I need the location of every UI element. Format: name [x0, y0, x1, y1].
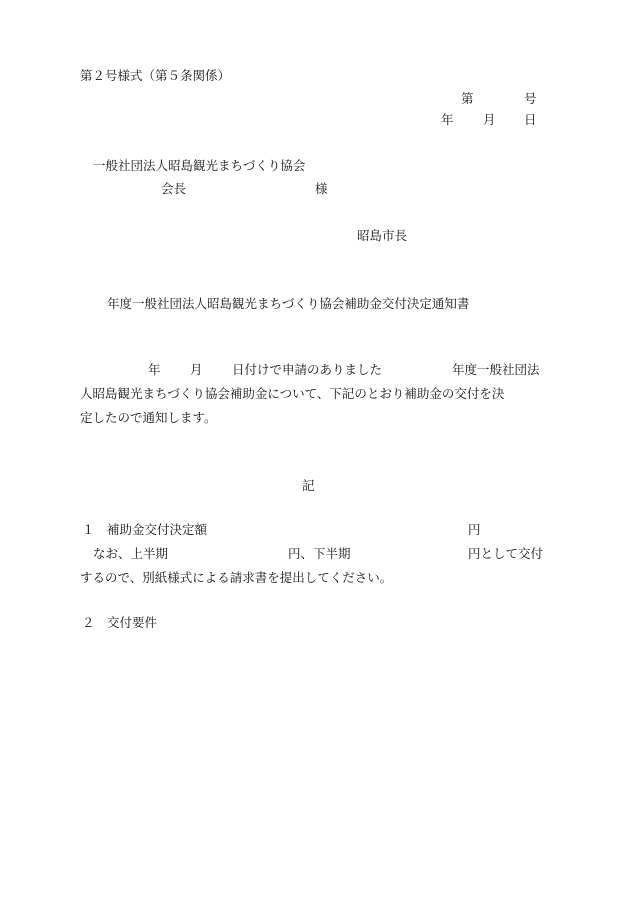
item1-note-line2: するので、別紙様式による請求書を提出してください。: [80, 570, 393, 585]
item1-note-mid: 円、下半期: [288, 546, 351, 561]
document-number-dai: 第: [461, 91, 474, 106]
body-line3: 定したので通知します。: [80, 410, 217, 425]
item1-number: １: [82, 522, 95, 537]
sender-name: 昭島市長: [357, 228, 408, 243]
body-line2: 人昭島観光まちづくり協会補助金について、下記のとおり補助金の交付を決: [80, 386, 505, 401]
body-line1-tail: 年度一般社団法: [452, 362, 540, 377]
document-number-go: 号: [524, 91, 537, 106]
item1-label: 補助金交付決定額: [107, 522, 208, 537]
date-year: 年: [441, 112, 454, 127]
form-number: 第２号様式（第５条関係）: [80, 68, 231, 83]
document-title: 年度一般社団法人昭島観光まちづくり協会補助金交付決定通知書: [107, 296, 470, 311]
ki-heading: 記: [302, 478, 315, 493]
recipient-honorific: 様: [315, 181, 328, 196]
item2-number: ２: [82, 615, 95, 630]
body-year: 年: [148, 362, 161, 377]
date-month: 月: [483, 112, 496, 127]
item1-note-suffix: 円として交付: [468, 546, 544, 561]
recipient-title: 会長: [161, 181, 187, 196]
body-line1-text: 日付けで申請のありました: [232, 362, 383, 377]
item1-unit: 円: [468, 522, 481, 537]
item2-label: 交付要件: [107, 615, 158, 630]
recipient-organization: 一般社団法人昭島観光まちづくり協会: [93, 158, 306, 173]
date-day: 日: [524, 112, 537, 127]
item1-note-prefix: なお、上半期: [93, 546, 169, 561]
body-month: 月: [190, 362, 203, 377]
